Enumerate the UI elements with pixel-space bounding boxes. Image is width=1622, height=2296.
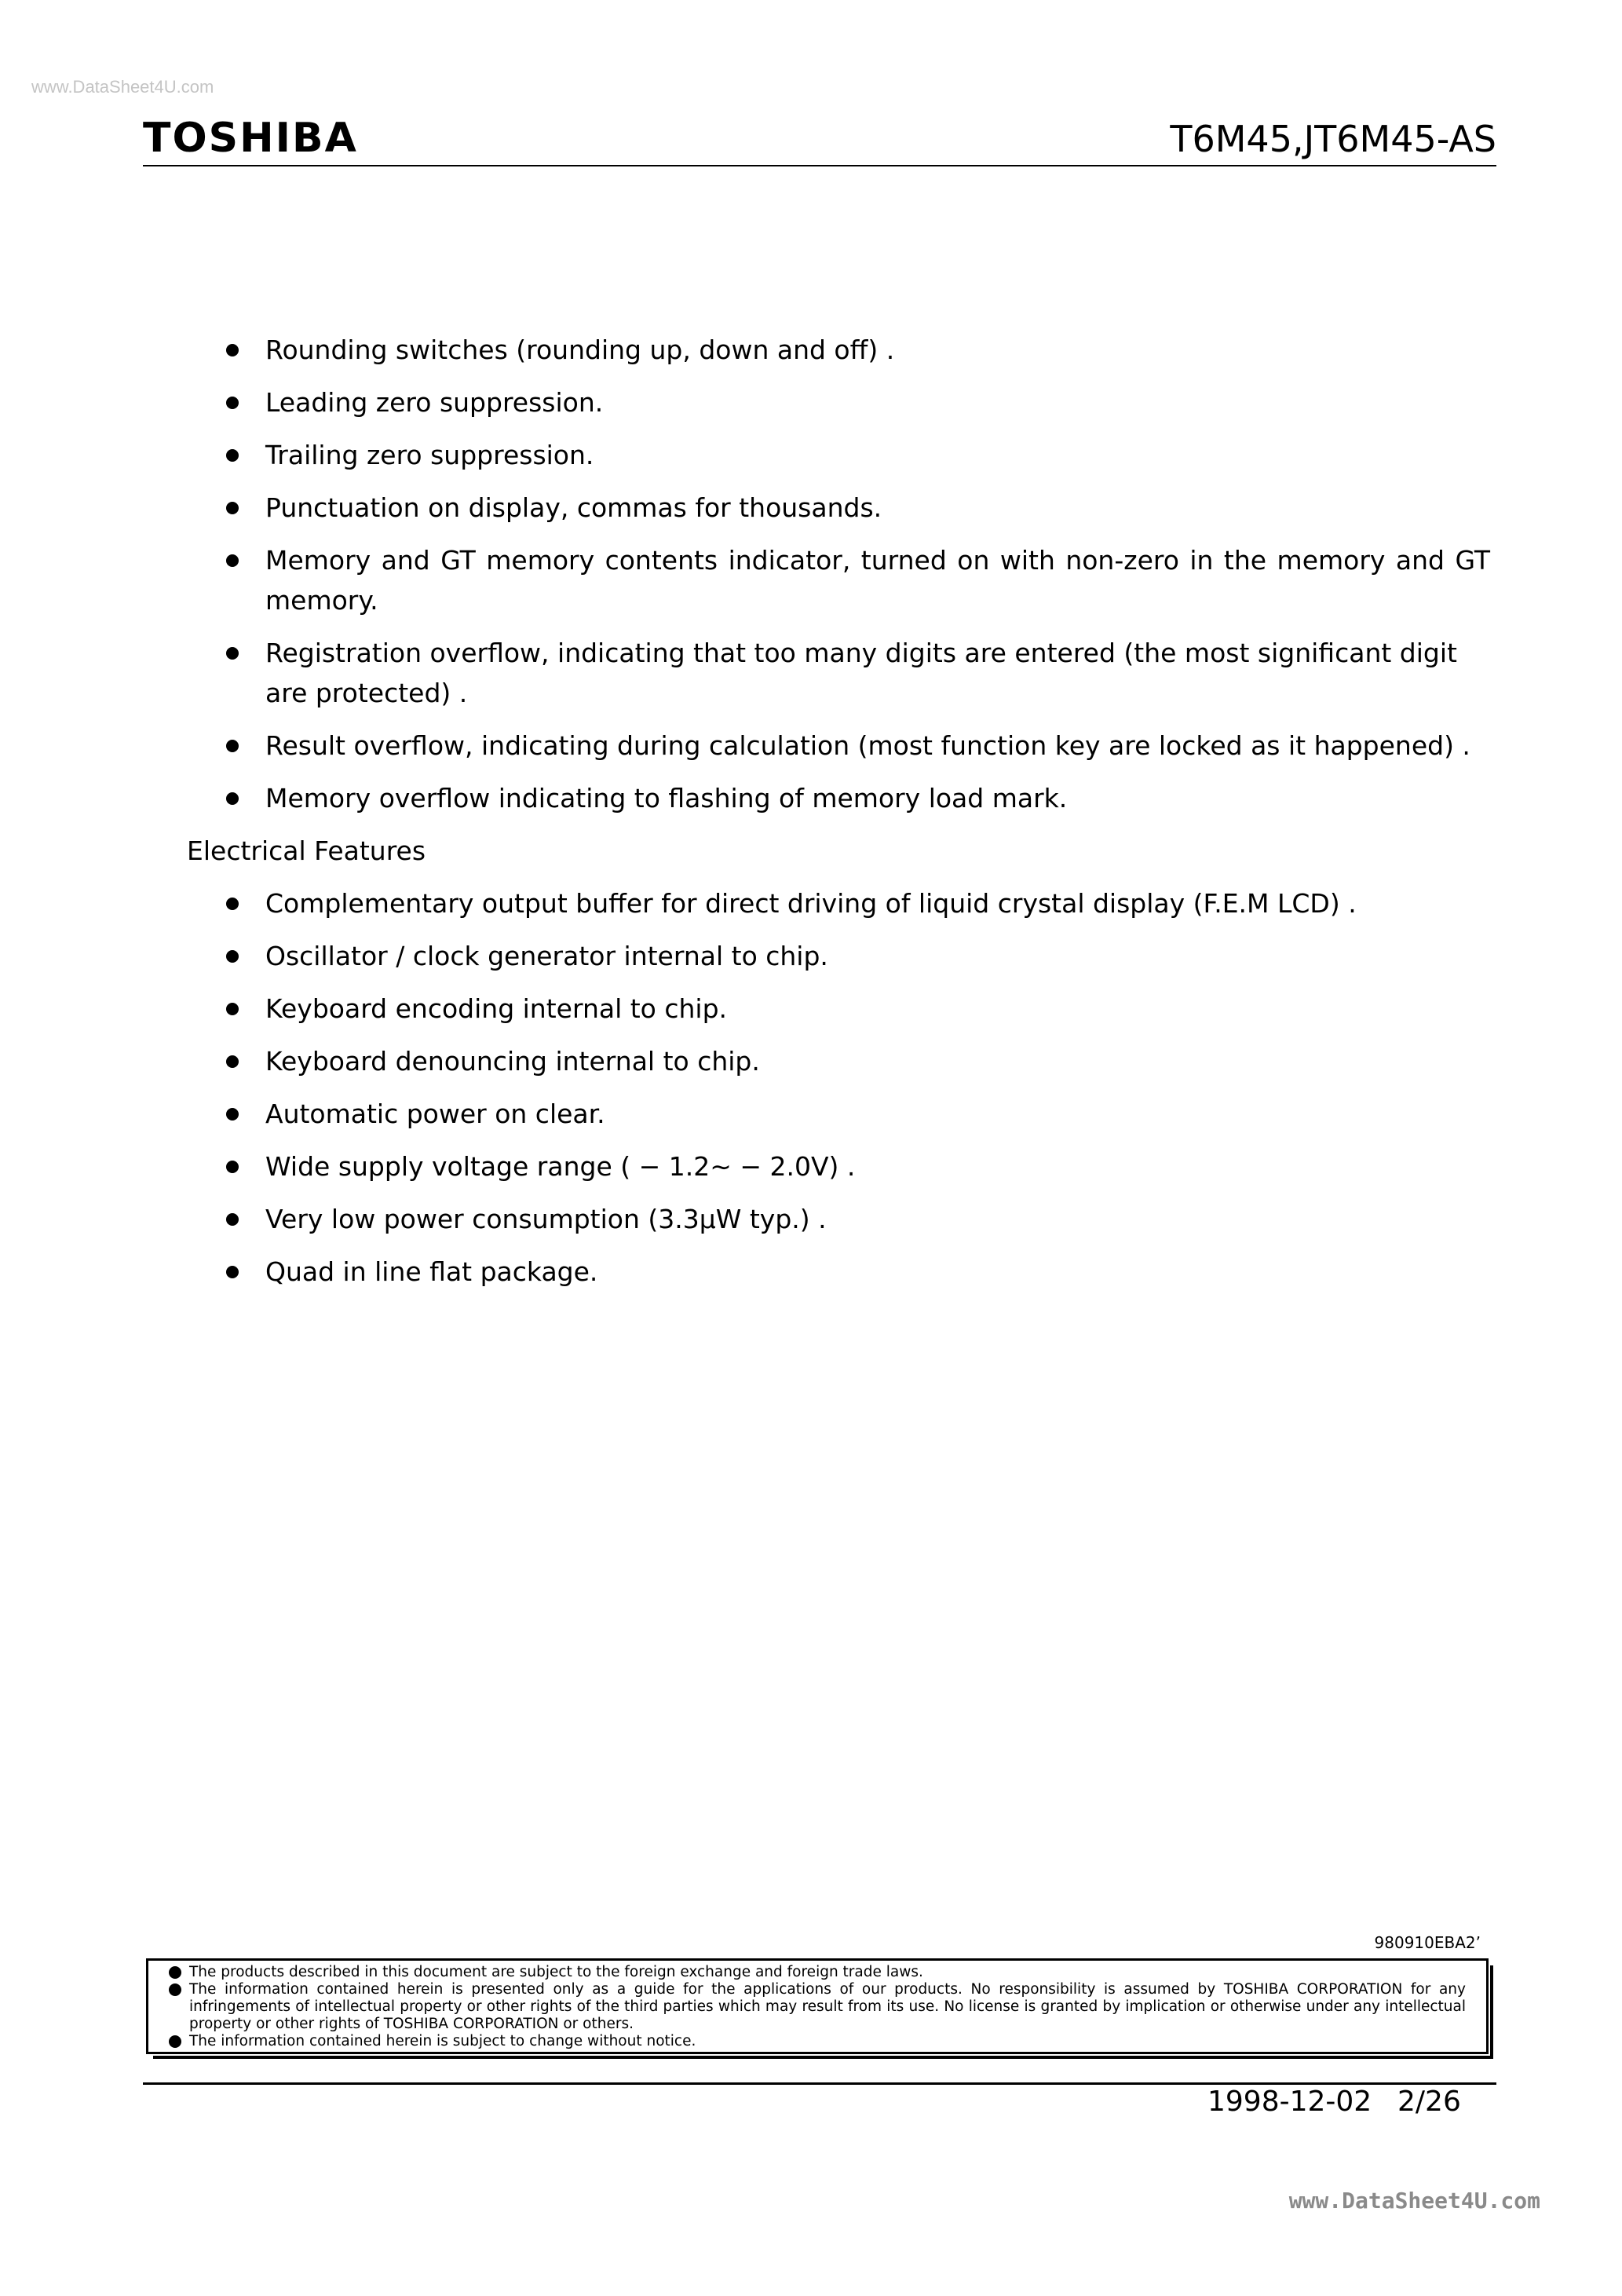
list-item-text: Memory and GT memory contents indicator, turned on with non-zero in the memory and GT memory. bbox=[265, 545, 1490, 616]
bullet-icon bbox=[226, 898, 239, 910]
list-item bbox=[187, 330, 1490, 370]
list-item bbox=[187, 488, 1490, 528]
disclaimer-text: The information contained herein is subject to change without notice. bbox=[189, 2033, 696, 2049]
bullet-icon bbox=[226, 792, 239, 805]
list-item bbox=[187, 989, 1490, 1029]
list-item-text: Leading zero suppression. bbox=[265, 387, 604, 418]
bullet-icon bbox=[226, 647, 239, 660]
bullet-icon bbox=[226, 397, 239, 409]
list-item-text: Punctuation on display, commas for thousands. bbox=[265, 492, 882, 523]
bullet-icon bbox=[226, 1003, 239, 1015]
bullet-icon bbox=[226, 1108, 239, 1121]
bullet-icon bbox=[226, 344, 239, 356]
disclaimer-box bbox=[146, 1958, 1489, 2054]
header-divider bbox=[143, 165, 1496, 166]
list-item bbox=[187, 1094, 1490, 1134]
list-item-text: Rounding switches (rounding up, down and off) . bbox=[265, 335, 895, 365]
footer-date: 1998-12-02 bbox=[1207, 2086, 1372, 2118]
list-item-text: Automatic power on clear. bbox=[265, 1099, 605, 1129]
bullet-icon bbox=[226, 449, 239, 462]
list-item-text: Keyboard denouncing internal to chip. bbox=[265, 1046, 760, 1077]
disclaimer-item bbox=[167, 2033, 1466, 2050]
list-item-text: Very low power consumption (3.3μW typ.) . bbox=[265, 1204, 827, 1234]
list-item bbox=[187, 778, 1490, 818]
bullet-icon bbox=[169, 2035, 181, 2048]
page-content bbox=[187, 330, 1490, 1304]
list-item bbox=[187, 435, 1490, 475]
list-item-text: Keyboard encoding internal to chip. bbox=[265, 993, 728, 1024]
bullet-icon bbox=[226, 1213, 239, 1226]
watermark-bottom: www.DataSheet4U.com bbox=[1288, 2188, 1540, 2214]
list-item bbox=[187, 1146, 1490, 1186]
part-number: T6M45,JT6M45-AS bbox=[1170, 118, 1496, 160]
brand-logo: TOSHIBA bbox=[143, 115, 358, 162]
list-item-text: Result overflow, indicating during calculation (most function key are locked as it happened) . bbox=[265, 730, 1470, 761]
bullet-icon bbox=[226, 502, 239, 514]
bullet-icon bbox=[226, 554, 239, 567]
document-code: 980910EBA2’ bbox=[1374, 1933, 1481, 1952]
electrical-feature-list bbox=[187, 883, 1490, 1292]
list-item-text: Trailing zero suppression. bbox=[265, 440, 594, 470]
list-item bbox=[187, 883, 1490, 923]
feature-list bbox=[187, 330, 1490, 818]
bullet-icon bbox=[169, 1966, 181, 1979]
bullet-icon bbox=[169, 1983, 181, 1996]
disclaimer-item bbox=[167, 1964, 1466, 1981]
list-item-text: Complementary output buffer for direct driving of liquid crystal display (F.E.M LCD) . bbox=[265, 888, 1357, 919]
bullet-icon bbox=[226, 950, 239, 963]
list-item bbox=[187, 726, 1490, 766]
watermark-top: www.DataSheet4U.com bbox=[31, 77, 214, 97]
footer-divider bbox=[143, 2082, 1496, 2085]
bullet-icon bbox=[226, 1055, 239, 1068]
page-number: 2/26 bbox=[1397, 2086, 1461, 2118]
list-item-text: Registration overflow, indicating that too many digits are entered (the most significant digit are protected) . bbox=[265, 638, 1457, 708]
bullet-icon bbox=[226, 740, 239, 752]
list-item-text: Wide supply voltage range ( − 1.2∼ − 2.0V) . bbox=[265, 1151, 856, 1182]
list-item bbox=[187, 382, 1490, 422]
section-heading-electrical: Electrical Features bbox=[187, 835, 426, 866]
bullet-icon bbox=[226, 1266, 239, 1278]
list-item-text: Memory overflow indicating to flashing of memory load mark. bbox=[265, 783, 1068, 813]
list-item bbox=[187, 1252, 1490, 1292]
list-item-text: Quad in line flat package. bbox=[265, 1256, 598, 1287]
list-item bbox=[187, 1041, 1490, 1081]
bullet-icon bbox=[226, 1161, 239, 1173]
disclaimer-item bbox=[167, 1981, 1466, 2033]
list-item bbox=[187, 1199, 1490, 1239]
disclaimer-text: The information contained herein is presented only as a guide for the applications of our products. No responsibility is assumed by TOSHIBA CORPORATION for any infringements of intellectual property or other rights of the third parties which may result from its use. No license is granted by implication or otherwise under any intellectual property or other rights of TOSHIBA CORPORATION or others. bbox=[189, 1981, 1466, 2032]
list-item bbox=[187, 540, 1490, 620]
disclaimer-text: The products described in this document are subject to the foreign exchange and foreign trade laws. bbox=[189, 1964, 923, 1980]
list-item-text: Oscillator / clock generator internal to chip. bbox=[265, 941, 828, 971]
list-item bbox=[187, 633, 1490, 713]
list-item bbox=[187, 936, 1490, 976]
